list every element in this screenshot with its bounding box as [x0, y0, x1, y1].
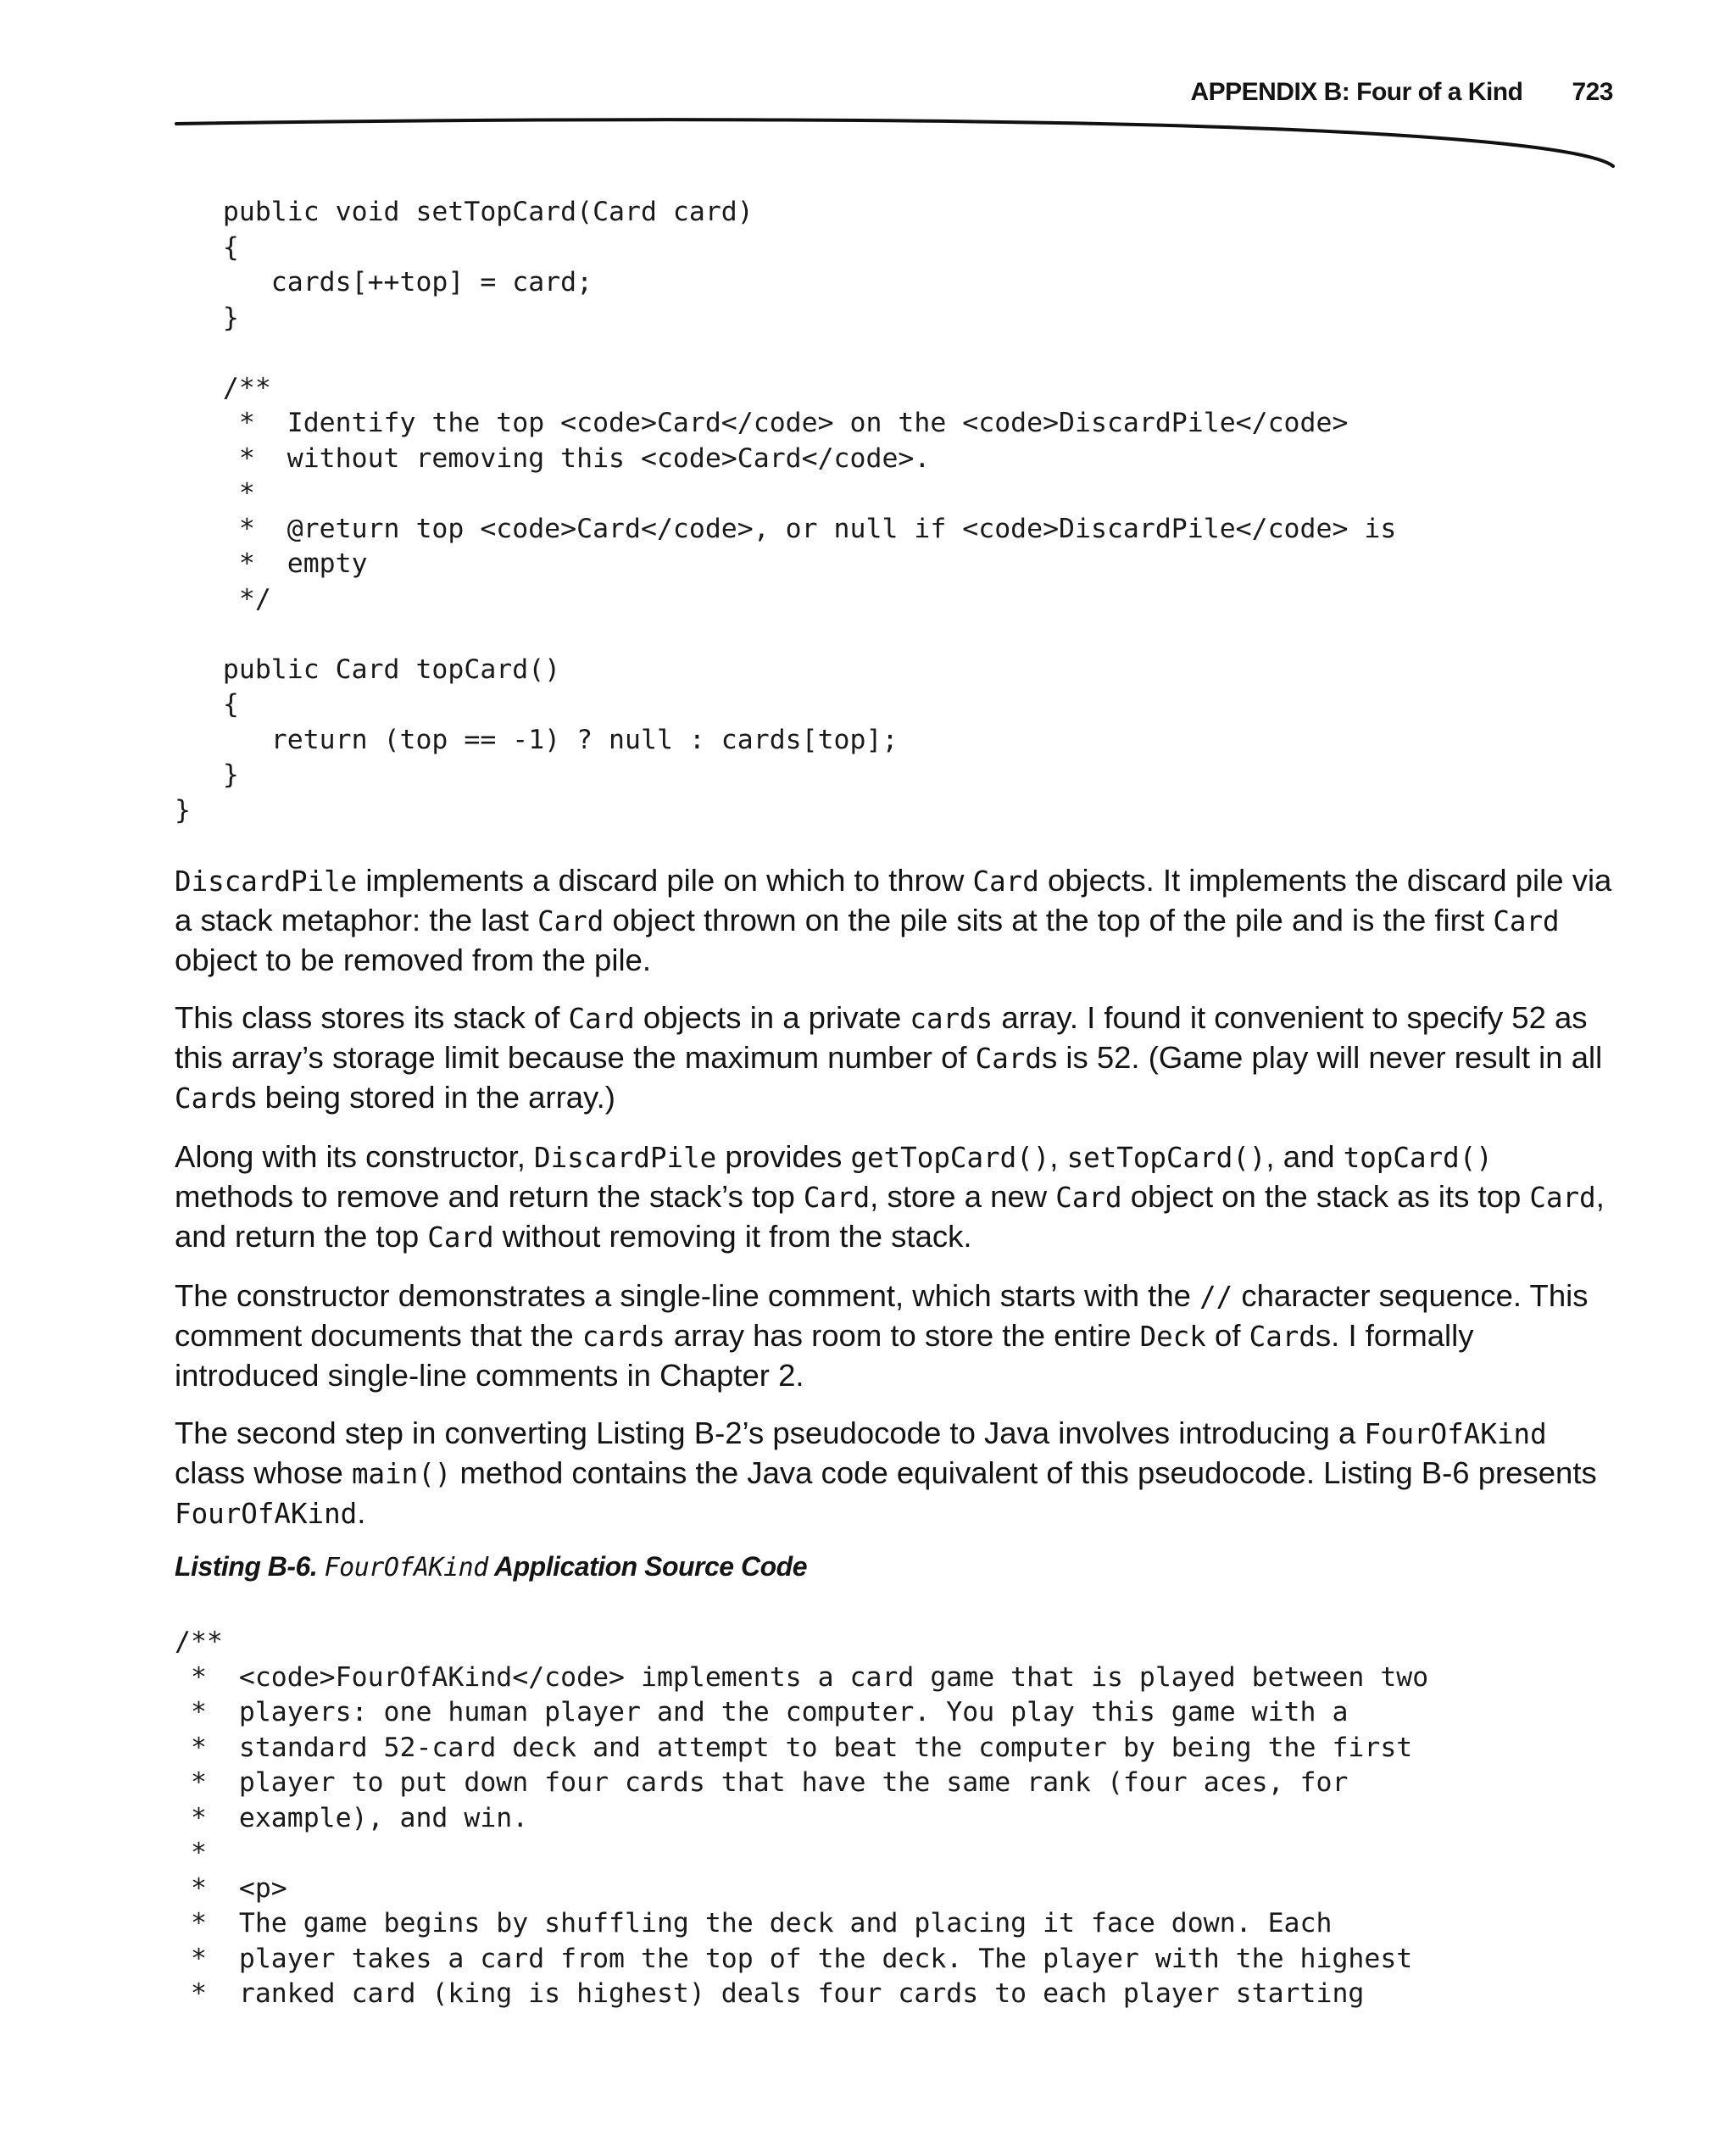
paragraph	[175, 1414, 1616, 1533]
text-run: , store a new	[870, 1179, 1056, 1214]
text-run: method contains the Java code equivalent of this pseudocode. Listing B-6 presents	[451, 1455, 1597, 1490]
inline-code: Card	[1493, 905, 1560, 937]
paragraph	[175, 1138, 1616, 1257]
text-run: , and	[1266, 1139, 1344, 1174]
inline-code: getTopCard()	[850, 1142, 1050, 1174]
inline-code: cards	[910, 1003, 993, 1035]
running-header-title: APPENDIX B: Four of a Kind	[1190, 78, 1523, 106]
inline-code: FourOfAKind	[1364, 1418, 1547, 1450]
text-run: methods to remove and return the stack’s top	[175, 1179, 804, 1214]
text-run: Along with its constructor,	[175, 1139, 534, 1174]
text-run: character sequence. This comment documents that the	[175, 1278, 1589, 1353]
text-run: without removing it from the stack.	[493, 1219, 972, 1254]
listing-caption	[175, 1551, 807, 1583]
text-run: provides	[716, 1139, 851, 1174]
inline-code: DiscardPile	[534, 1142, 717, 1174]
body-text	[175, 861, 1616, 1553]
text-run: s being stored in the array.)	[241, 1080, 615, 1115]
inline-code: cards	[581, 1321, 665, 1353]
text-run: array. I found it convenient to specify 52 as this array’s storage limit because the maximum number of	[175, 1000, 1588, 1075]
text-run: objects. It implements the discard pile via a stack metaphor: the last	[175, 863, 1612, 937]
inline-code: Card	[1529, 1182, 1596, 1214]
text-run: The second step in converting Listing B-2’s pseudocode to Java involves introducing a	[175, 1416, 1365, 1450]
inline-code: Card	[1249, 1321, 1316, 1353]
code-listing-bottom: /** * <code>FourOfAKind</code> implements a card game that is played between two * players: one human player and the computer. You play this game with a * standard 52-card deck and attempt to beat the computer by being the first * player to put down four cards that have the same rank (four aces, for * example), and win. * * <p> * The game begins by shuffling the deck and placing it face down. Each * player takes a card from the top of the deck. The player with the highest * ranked card (king is highest) deals four cards to each player starting	[175, 1627, 1429, 2009]
text-run: This class stores its stack of	[175, 1000, 569, 1035]
text-run: ,	[1049, 1139, 1067, 1174]
text-run: object on the stack as its top	[1121, 1179, 1530, 1214]
inline-code: Card	[427, 1221, 494, 1254]
inline-code: setTopCard()	[1066, 1142, 1266, 1174]
text-run: The constructor demonstrates a single-line comment, which starts with the	[175, 1278, 1200, 1313]
inline-code: Card	[175, 1082, 242, 1115]
paragraph	[175, 861, 1616, 979]
listing-caption-code: FourOfAKind	[324, 1553, 488, 1583]
inline-code: FourOfAKind	[175, 1498, 358, 1530]
inline-code: Card	[568, 1003, 635, 1035]
inline-code: main()	[351, 1458, 452, 1490]
text-run: implements a discard pile on which to throw	[357, 863, 973, 898]
paragraph	[175, 998, 1616, 1118]
text-run: array has room to store the entire	[665, 1318, 1140, 1353]
text-run: object to be removed from the pile.	[175, 943, 651, 977]
paragraph	[175, 1277, 1616, 1394]
listing-caption-prefix: Listing B-6.	[175, 1551, 325, 1582]
text-run: s. I formally introduced single-line comments in Chapter 2.	[175, 1318, 1474, 1393]
text-run: of	[1205, 1318, 1249, 1353]
inline-code: topCard()	[1343, 1142, 1493, 1174]
inline-code: Card	[803, 1182, 871, 1214]
header-rule	[0, 0, 1736, 186]
inline-code: Deck	[1139, 1321, 1206, 1353]
inline-code: Card	[1055, 1182, 1122, 1214]
inline-code: DiscardPile	[175, 865, 358, 898]
inline-code: //	[1199, 1281, 1233, 1313]
listing-caption-suffix: Application Source Code	[487, 1551, 807, 1582]
text-run: , and return the top	[175, 1179, 1605, 1254]
code-listing-top: public void setTopCard(Card card) { cards[++top] = card; } /** * Identify the top <code>Card</code> on the <code>DiscardPile</code> * without removing this <code>Card</code>. * * @return top <code>Card</code>, or null if <code>DiscardPile</code> is * empty */ public Card topCard() { return (top == -1) ? null : cards[top]; } }	[175, 197, 1397, 826]
text-run: s is 52. (Game play will never result in all	[1041, 1040, 1603, 1075]
inline-code: Card	[537, 905, 604, 937]
inline-code: Card	[975, 1043, 1042, 1075]
inline-code: Card	[972, 865, 1039, 898]
text-run: .	[357, 1495, 366, 1530]
text-run: object thrown on the pile sits at the top of the pile and is the first	[604, 903, 1494, 937]
text-run: objects in a private	[634, 1000, 910, 1035]
page-number: 723	[1572, 78, 1613, 106]
text-run: class whose	[175, 1455, 352, 1490]
